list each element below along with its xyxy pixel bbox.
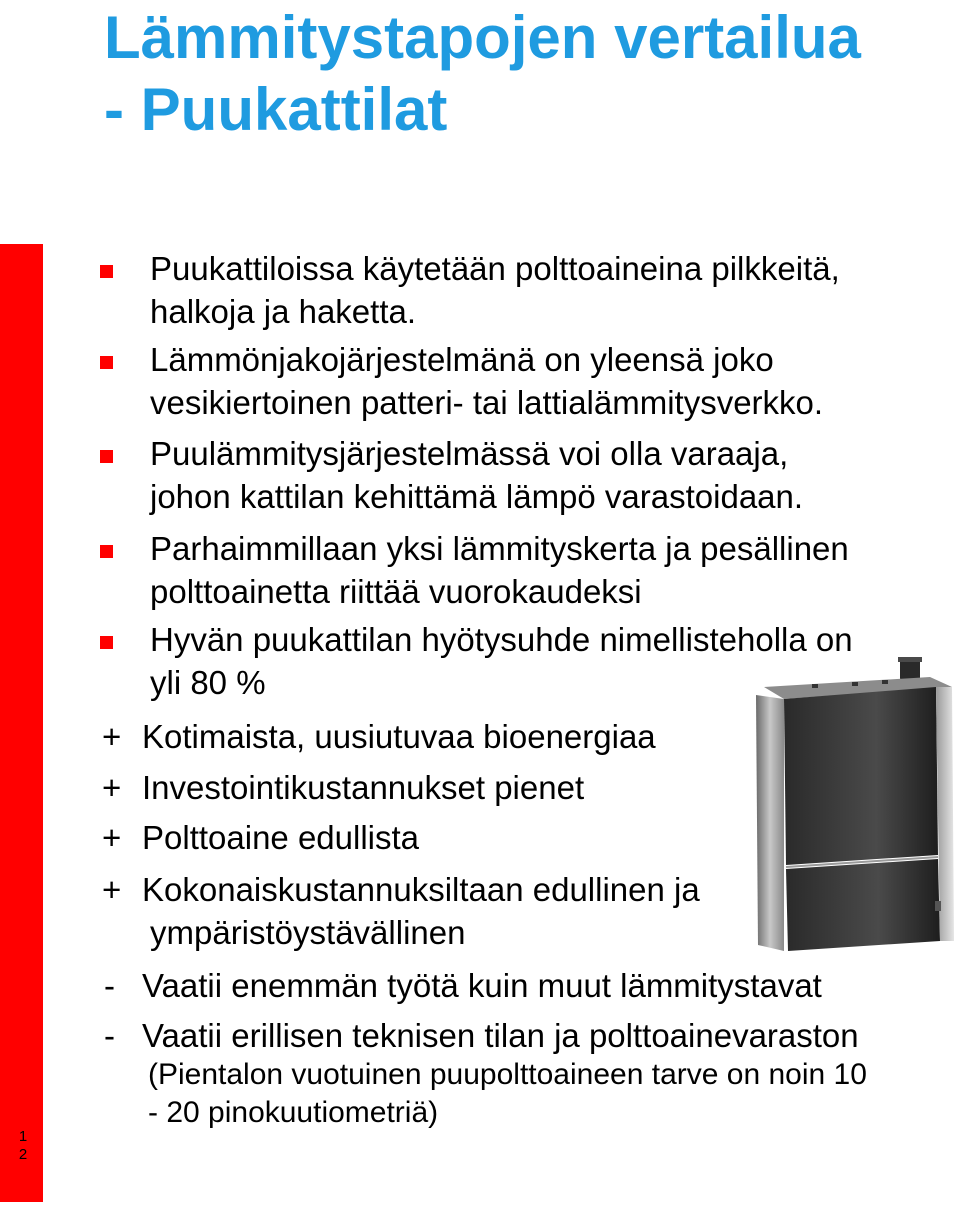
bullet-text-line: Hyvän puukattilan hyötysuhde nimellisteholla on [150, 621, 853, 658]
plus-sign: + [102, 819, 122, 856]
wood-boiler-icon [752, 655, 957, 955]
pro-text: Investointikustannukset pienet [142, 769, 585, 806]
pro-text: Polttoaine edullista [142, 819, 420, 856]
slide-title-line-1: Lämmitystapojen vertailua [104, 4, 861, 71]
bullet-square-icon [100, 545, 113, 558]
pro-text: Kotimaista, uusiutuvaa bioenergiaa [142, 718, 656, 755]
bullet-text-line: Puulämmitysjärjestelmässä voi olla varaaja, [150, 435, 789, 472]
bullet-text [150, 247, 840, 333]
plus-sign: + [102, 718, 122, 755]
slide-number-digit-1: 1 [18, 1128, 28, 1145]
con-text: Vaatii enemmän työtä kuin muut lämmitystavat [142, 967, 822, 1004]
pro-text-line: Kokonaiskustannuksiltaan edullinen ja [142, 871, 700, 908]
minus-sign: - [104, 967, 115, 1004]
footnote [148, 1056, 867, 1132]
bullet-text-line: johon kattilan kehittämä lämpö varastoidaan. [150, 478, 804, 515]
footnote-line: (Pientalon vuotuinen puupolttoaineen tarve on noin 10 [148, 1058, 867, 1091]
pro-text [142, 868, 700, 954]
plus-sign: + [102, 769, 122, 806]
slide-number-digit-2: 2 [18, 1146, 28, 1163]
bullet-text-line: Puukattiloissa käytetään polttoaineina pilkkeitä, [150, 250, 840, 287]
bullet-square-icon [100, 450, 113, 463]
bullet-text-line: Parhaimmillaan yksi lämmityskerta ja pesällinen [150, 530, 849, 567]
footnote-line: - 20 pinokuutiometriä) [148, 1096, 439, 1129]
slide-number [13, 1128, 33, 1164]
bullet-text-line: halkoja ja haketta. [150, 293, 417, 330]
bullet-text-line: polttoainetta riittää vuorokaudeksi [150, 573, 642, 610]
side-accent-bar [0, 244, 43, 1202]
slide-title-line-2: - Puukattilat [104, 76, 448, 143]
bullet-square-icon [100, 265, 113, 278]
plus-sign: + [102, 871, 122, 908]
bullet-square-icon [100, 636, 113, 649]
bullet-square-icon [100, 356, 113, 369]
bullet-text-line: Lämmönjakojärjestelmänä on yleensä joko [150, 341, 774, 378]
bullet-text [150, 618, 853, 704]
con-text: Vaatii erillisen teknisen tilan ja polttoainevaraston [142, 1017, 859, 1054]
pro-text-line: ympäristöystävällinen [150, 914, 466, 951]
minus-sign: - [104, 1017, 115, 1054]
slide-title [104, 2, 944, 146]
bullet-text [150, 338, 823, 424]
bullet-text [150, 527, 849, 613]
bullet-text [150, 432, 803, 518]
bullet-text-line: vesikiertoinen patteri- tai lattialämmitysverkko. [150, 384, 824, 421]
bullet-text-line: yli 80 % [150, 664, 266, 701]
